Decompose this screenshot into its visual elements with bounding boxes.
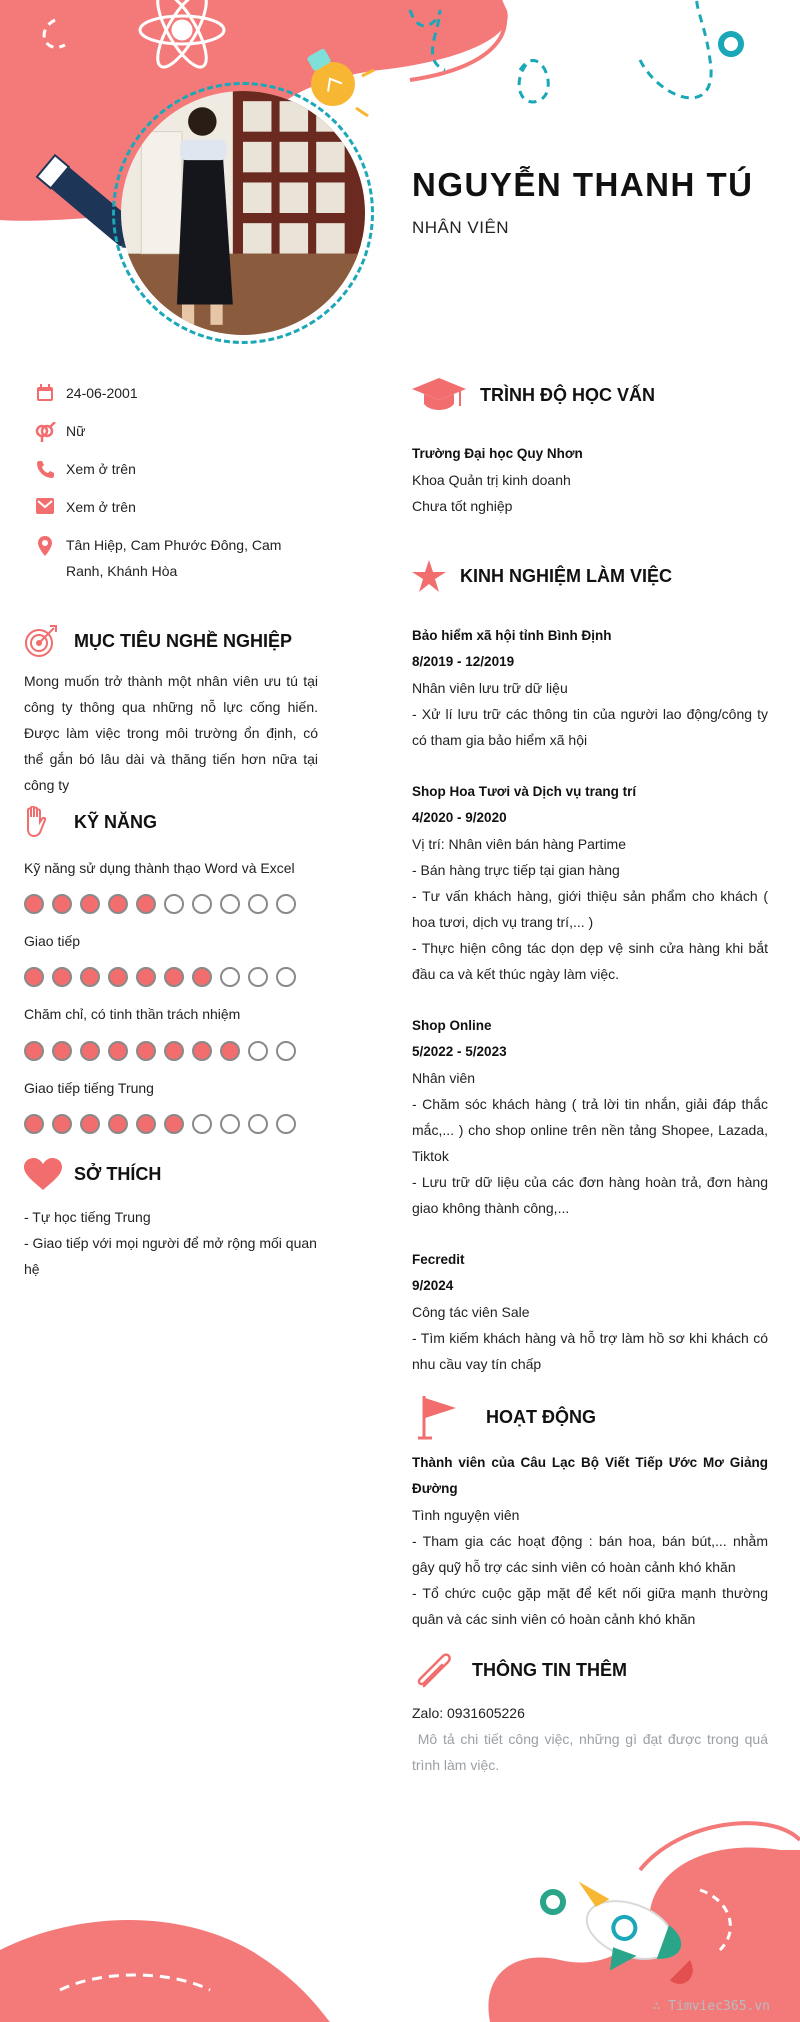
extra-note: Mô tả chi tiết công việc, những gì đạt được trong quá trình làm việc. xyxy=(412,1731,772,1773)
location-pin-icon xyxy=(24,532,66,556)
activities-heading: HOẠT ĐỘNG xyxy=(412,1394,596,1440)
skill-rating xyxy=(24,1114,296,1134)
rating-dot-filled xyxy=(108,967,128,987)
activity-detail: Tình nguyện viên xyxy=(412,1507,520,1523)
rating-dot-filled xyxy=(164,1041,184,1061)
rating-dot-filled xyxy=(192,1041,212,1061)
contact-phone: Xem ở trên xyxy=(24,456,318,482)
target-icon xyxy=(24,624,74,658)
star-icon xyxy=(412,560,460,592)
company-name: Shop Hoa Tươi và Dịch vụ trang trí xyxy=(412,784,637,799)
hobbies-list xyxy=(24,1204,318,1282)
rating-dot-empty xyxy=(192,894,212,914)
rating-dot-filled xyxy=(24,1041,44,1061)
experience-heading: KINH NGHIỆM LÀM VIỆC xyxy=(412,560,672,592)
hand-icon xyxy=(24,806,74,838)
rating-dot-filled xyxy=(136,1041,156,1061)
rating-dot-filled xyxy=(136,894,156,914)
rating-dot-empty xyxy=(276,1041,296,1061)
paperclip-icon xyxy=(412,1650,472,1690)
job-period: 8/2019 - 12/2019 xyxy=(412,654,515,669)
rating-dot-filled xyxy=(164,967,184,987)
email-icon xyxy=(24,494,66,514)
skill-name: Giao tiếp tiếng Trung xyxy=(24,1080,154,1096)
rating-dot-filled xyxy=(24,967,44,987)
education-status: Chưa tốt nghiệp xyxy=(412,498,513,514)
experience-item xyxy=(412,1247,768,1377)
skill-name: Chăm chỉ, có tinh thần trách nhiệm xyxy=(24,1006,241,1022)
graduation-cap-icon xyxy=(412,378,480,412)
avatar-photo xyxy=(121,91,365,335)
skill-name: Kỹ năng sử dụng thành thạo Word và Excel xyxy=(24,860,295,876)
heart-icon xyxy=(24,1158,74,1190)
rating-dot-filled xyxy=(108,894,128,914)
experience-item xyxy=(412,779,768,987)
rating-dot-filled xyxy=(192,967,212,987)
job-detail: - Lưu trữ dữ liệu của các đơn hàng hoàn trả, đơn hàng giao không thành công,... xyxy=(412,1174,768,1216)
rating-dot-filled xyxy=(80,967,100,987)
school-name: Trường Đại học Quy Nhơn xyxy=(412,446,583,461)
job-detail: Nhân viên xyxy=(412,1070,476,1086)
company-name: Fecredit xyxy=(412,1252,465,1267)
activity-org: Thành viên của Câu Lạc Bộ Viết Tiếp Ước Mơ Giảng Đường xyxy=(412,1455,768,1496)
job-detail: Nhân viên lưu trữ dữ liệu xyxy=(412,680,568,696)
flag-icon xyxy=(412,1394,486,1440)
skill-name: Giao tiếp xyxy=(24,933,81,949)
extra-info-heading: THÔNG TIN THÊM xyxy=(412,1650,627,1690)
job-detail: Công tác viên Sale xyxy=(412,1304,530,1320)
rating-dot-empty xyxy=(276,894,296,914)
activities-content xyxy=(412,1450,768,1632)
phone-icon xyxy=(24,456,66,478)
rating-dot-empty xyxy=(248,967,268,987)
experience-item xyxy=(412,623,768,753)
rating-dot-filled xyxy=(52,967,72,987)
skills-heading: KỸ NĂNG xyxy=(24,806,157,838)
zalo-contact: Zalo: 0931605226 xyxy=(412,1705,525,1721)
rating-dot-empty xyxy=(164,894,184,914)
job-detail: - Tư vấn khách hàng, giới thiệu sản phẩm cho khách ( hoa tươi, dịch vụ trang trí,... ) xyxy=(412,888,768,930)
company-name: Shop Online xyxy=(412,1018,492,1033)
rating-dot-filled xyxy=(52,1041,72,1061)
job-detail: - Thực hiện công tác dọn dẹp vệ sinh cửa hàng khi bắt đầu ca và kết thúc ngày làm việc. xyxy=(412,940,768,982)
job-period: 5/2022 - 5/2023 xyxy=(412,1044,507,1059)
watermark: ∴ Timviec365.vn xyxy=(652,1999,770,2014)
rating-dot-empty xyxy=(220,1114,240,1134)
objective-text: Mong muốn trở thành một nhân viên ưu tú tại công ty thông qua những nỗ lực cống hiến. Được làm việc trong môi trường ổn định, có thể gắn bó lâu dài và thăng tiến hơn nữa tại công ty xyxy=(24,673,318,793)
rating-dot-filled xyxy=(136,967,156,987)
skill-rating xyxy=(24,1041,296,1061)
contact-birthday: 24-06-2001 xyxy=(24,380,318,406)
major: Khoa Quản trị kinh doanh xyxy=(412,472,571,488)
rating-dot-empty xyxy=(192,1114,212,1134)
avatar xyxy=(112,82,374,344)
job-detail: - Chăm sóc khách hàng ( trả lời tin nhắn, giải đáp thắc mắc,... ) cho shop online trên nền tảng Shopee, Lazada, Tiktok xyxy=(412,1096,768,1164)
rating-dot-filled xyxy=(80,1114,100,1134)
activity-detail: - Tổ chức cuộc gặp mặt để kết nối giữa mạnh thường quân và các sinh viên có hoàn cảnh khó khăn xyxy=(412,1585,768,1627)
rating-dot-filled xyxy=(80,894,100,914)
rating-dot-filled xyxy=(164,1114,184,1134)
rating-dot-filled xyxy=(220,1041,240,1061)
rating-dot-empty xyxy=(248,894,268,914)
rating-dot-empty xyxy=(248,1114,268,1134)
rating-dot-empty xyxy=(248,1041,268,1061)
rating-dot-empty xyxy=(220,967,240,987)
job-title: NHÂN VIÊN xyxy=(412,218,510,237)
extra-info-content xyxy=(412,1700,772,1778)
rating-dot-empty xyxy=(276,1114,296,1134)
rating-dot-filled xyxy=(24,1114,44,1134)
rating-dot-filled xyxy=(52,894,72,914)
activity-detail: - Tham gia các hoạt động : bán hoa, bán bút,... nhằm gây quỹ hỗ trợ các sinh viên có hoàn cảnh khó khăn xyxy=(412,1533,768,1575)
candidate-name: NGUYỄN THANH TÚ xyxy=(412,166,754,203)
education-heading: TRÌNH ĐỘ HỌC VẤN xyxy=(412,378,655,412)
hobbies-heading: SỞ THÍCH xyxy=(24,1158,161,1190)
rating-dot-empty xyxy=(220,894,240,914)
job-detail: - Bán hàng trực tiếp tại gian hàng xyxy=(412,862,620,878)
job-detail: - Xử lí lưu trữ các thông tin của người lao động/công ty có tham gia bảo hiểm xã hội xyxy=(412,706,768,748)
contact-gender: Nữ xyxy=(24,418,318,444)
contact-address: Tân Hiệp, Cam Phước Đông, Cam Ranh, Khánh Hòa xyxy=(24,532,318,584)
rating-dot-filled xyxy=(80,1041,100,1061)
contact-email: Xem ở trên xyxy=(24,494,318,520)
experience-item xyxy=(412,1013,768,1221)
hobby-item: - Giao tiếp với mọi người để mở rộng mối quan hệ xyxy=(24,1235,317,1277)
job-period: 4/2020 - 9/2020 xyxy=(412,810,507,825)
skill-rating xyxy=(24,894,296,914)
rating-dot-filled xyxy=(24,894,44,914)
hobby-item: - Tự học tiếng Trung xyxy=(24,1209,151,1225)
rating-dot-filled xyxy=(136,1114,156,1134)
rating-dot-filled xyxy=(108,1041,128,1061)
job-detail: - Tìm kiếm khách hàng và hỗ trợ làm hồ sơ khi khách có nhu cầu vay tín chấp xyxy=(412,1330,768,1372)
rating-dot-empty xyxy=(276,967,296,987)
job-period: 9/2024 xyxy=(412,1278,454,1293)
job-detail: Vị trí: Nhân viên bán hàng Partime xyxy=(412,836,627,852)
footer-decoration xyxy=(0,1780,800,2022)
objective-heading: MỤC TIÊU NGHỀ NGHIỆP xyxy=(24,624,292,658)
company-name: Bảo hiểm xã hội tỉnh Bình Định xyxy=(412,628,612,643)
gender-icon xyxy=(24,418,66,442)
education-content xyxy=(412,441,768,519)
skill-rating xyxy=(24,967,296,987)
calendar-icon xyxy=(24,380,66,402)
rating-dot-filled xyxy=(52,1114,72,1134)
rating-dot-filled xyxy=(108,1114,128,1134)
